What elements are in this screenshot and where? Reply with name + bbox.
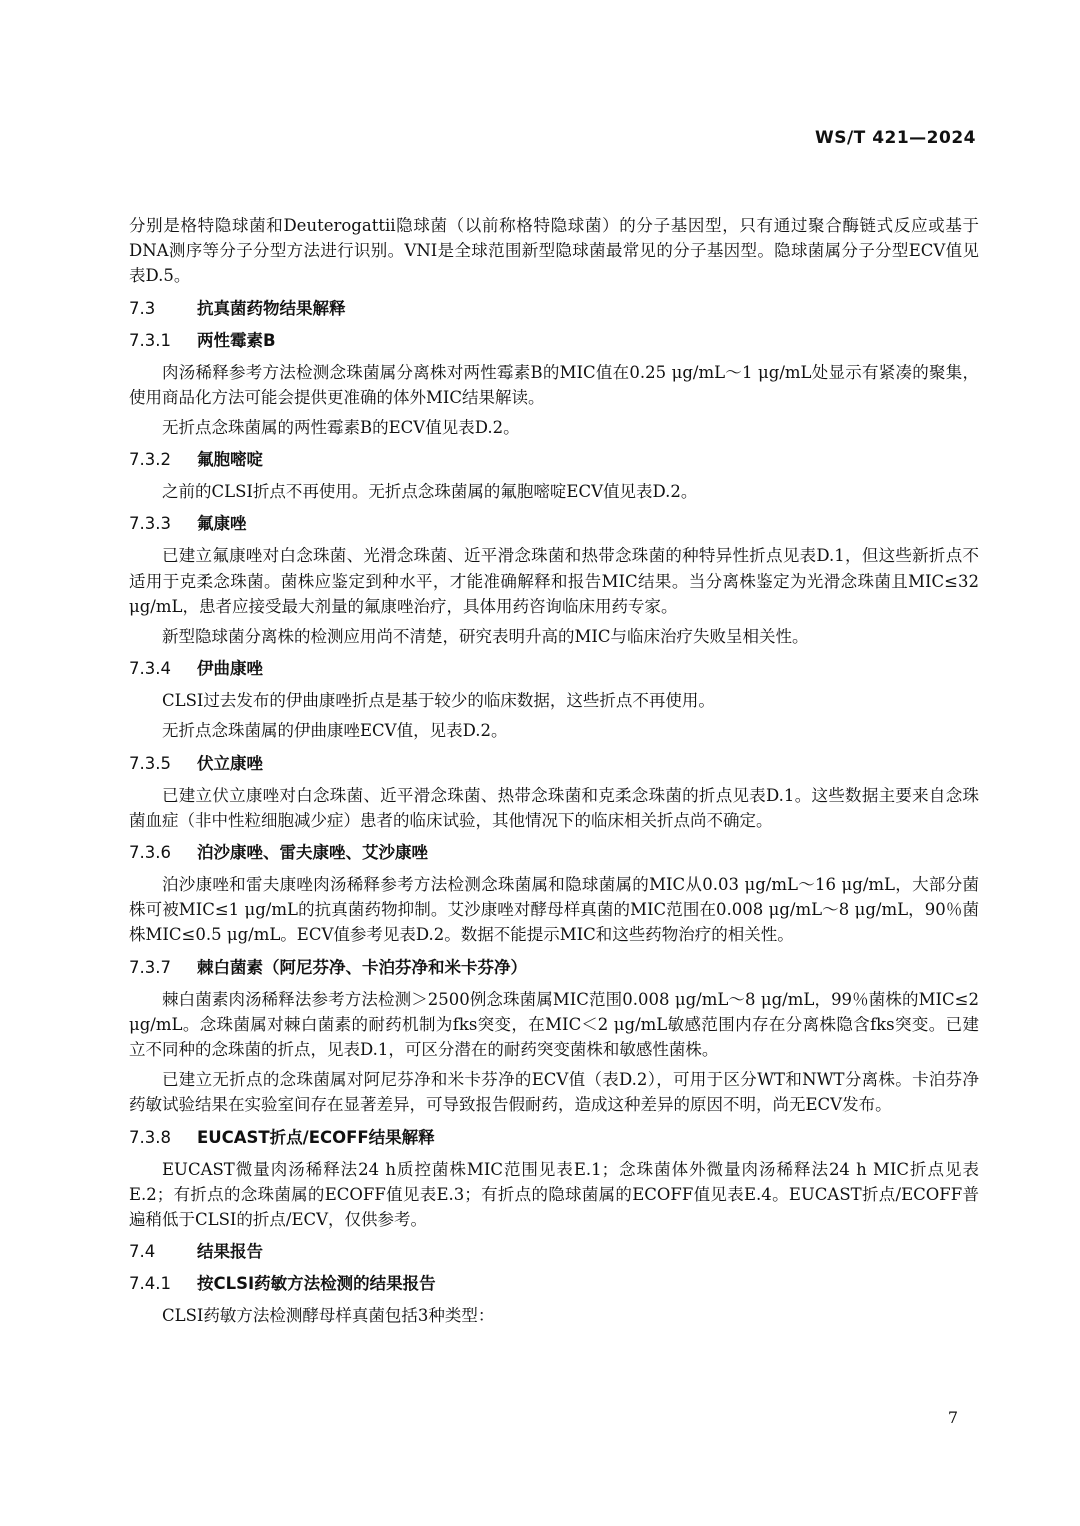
section-heading: [129, 656, 979, 681]
document-body: [129, 213, 979, 1333]
section-title: 按CLSI药敏方法检测的结果报告: [197, 1274, 436, 1294]
body-paragraph: EUCAST微量肉汤稀释法24 h质控菌株MIC范围见表E.1；念珠菌体外微量肉汤稀释法24 h MIC折点见表E.2；有折点的念珠菌属的ECOFF值见表E.3；有折点的隐球菌属的ECOFF值见表E.4。EUCAST折点/ECOFF普遍稍低于CLSI的折点/ECV，仅供参考。: [129, 1159, 979, 1230]
section-number: 7.3.8: [129, 1127, 171, 1147]
body-paragraph: CLSI过去发布的伊曲康唑折点是基于较少的临床数据，这些折点不再使用。: [162, 691, 715, 711]
section-number: 7.3.6: [129, 843, 171, 863]
body-paragraph: 新型隐球菌分离株的检测应用尚不清楚，研究表明升高的MIC与临床治疗失败呈相关性。: [162, 627, 809, 647]
section-number: 7.3.5: [129, 753, 171, 773]
section-number: 7.3.1: [129, 330, 171, 350]
section-number: 7.3.3: [129, 514, 171, 534]
page-number: 7: [947, 1408, 958, 1427]
section-title: 伏立康唑: [197, 753, 263, 773]
section-title: 结果报告: [197, 1242, 263, 1262]
section-title: 棘白菌素（阿尼芬净、卡泊芬净和米卡芬净）: [197, 957, 527, 977]
section-heading: [129, 328, 979, 353]
section-heading: [129, 296, 979, 321]
body-paragraph: 无折点念珠菌属的伊曲康唑ECV值，见表D.2。: [162, 721, 508, 741]
section-heading: [129, 840, 979, 865]
body-paragraph: 已建立伏立康唑对白念珠菌、近平滑念珠菌、热带念珠菌和克柔念珠菌的折点见表D.1。这些数据主要来自念珠菌血症（非中性粒细胞减少症）患者的临床试验，其他情况下的临床相关折点尚不确定。: [129, 785, 979, 830]
section-number: 7.3.7: [129, 957, 171, 977]
section-heading: [129, 1125, 979, 1150]
section-number: 7.4.1: [129, 1274, 171, 1294]
section-heading: [129, 447, 979, 472]
body-paragraph: 无折点念珠菌属的两性霉素B的ECV值见表D.2。: [162, 418, 520, 438]
section-number: 7.3.4: [129, 659, 171, 679]
body-paragraph: 之前的CLSI折点不再使用。无折点念珠菌属的氟胞嘧啶ECV值见表D.2。: [162, 482, 698, 502]
section-title: 伊曲康唑: [197, 659, 263, 679]
section-heading: [129, 955, 979, 980]
body-paragraph: CLSI药敏方法检测酵母样真菌包括3种类型：: [162, 1306, 495, 1326]
section-number: 7.4: [129, 1242, 156, 1262]
document-code: WS/T 421—2024: [814, 128, 976, 148]
section-title: 氟康唑: [197, 514, 247, 534]
body-paragraph: 分别是格特隐球菌和Deuterogattii隐球菌（以前称格特隐球菌）的分子基因型，只有通过聚合酶链式反应或基于DNA测序等分子分型方法进行识别。VNI是全球范围新型隐球菌最常见的分子基因型。隐球菌属分子分型ECV值见表D.5。: [129, 216, 979, 286]
section-title: 泊沙康唑、雷夫康唑、艾沙康唑: [197, 843, 428, 863]
body-paragraph: 泊沙康唑和雷夫康唑肉汤稀释参考方法检测念珠菌属和隐球菌属的MIC从0.03 μg/mL～16 μg/mL，大部分菌株可被MIC≤1 μg/mL的抗真菌药物抑制。艾沙康唑对酵母样真菌的MIC范围在0.008 μg/mL～8 μg/mL，90％菌株MIC≤0.5 μg/mL。ECV值参考见表D.2。数据不能提示MIC和这些药物治疗的相关性。: [129, 875, 979, 945]
body-paragraph: 已建立无折点的念珠菌属对阿尼芬净和米卡芬净的ECV值（表D.2），可用于区分WT和NWT分离株。卡泊芬净药敏试验结果在实验室间存在显著差异，可导致报告假耐药，造成这种差异的原因不明，尚无ECV发布。: [129, 1070, 979, 1115]
body-paragraph: 肉汤稀释参考方法检测念珠菌属分离株对两性霉素B的MIC值在0.25 μg/mL～1 μg/mL处显示有紧凑的聚集，使用商品化方法可能会提供更准确的体外MIC结果解读。: [129, 362, 979, 407]
section-heading: [129, 751, 979, 776]
section-title: EUCAST折点/ECOFF结果解释: [197, 1127, 435, 1147]
section-title: 氟胞嘧啶: [197, 450, 263, 470]
section-title: 两性霉素B: [197, 330, 276, 350]
section-number: 7.3: [129, 298, 156, 318]
section-heading: [129, 1271, 979, 1296]
section-title: 抗真菌药物结果解释: [197, 298, 346, 318]
body-paragraph: 已建立氟康唑对白念珠菌、光滑念珠菌、近平滑念珠菌和热带念珠菌的种特异性折点见表D.1，但这些新折点不适用于克柔念珠菌。菌株应鉴定到种水平，才能准确解释和报告MIC结果。当分离株鉴定为光滑念珠菌且MIC≤32 μg/mL，患者应接受最大剂量的氟康唑治疗，具体用药咨询临床用药专家。: [129, 546, 979, 616]
section-heading: [129, 511, 979, 536]
body-paragraph: 棘白菌素肉汤稀释法参考方法检测＞2500例念珠菌属MIC范围0.008 μg/mL～8 μg/mL，99％菌株的MIC≤2 μg/mL。念珠菌属对棘白菌素的耐药机制为fks突变，在MIC＜2 μg/mL敏感范围内存在分离株隐含fks突变。已建立不同种的念珠菌的折点，见表D.1，可区分潜在的耐药突变菌株和敏感性菌株。: [129, 989, 979, 1060]
section-number: 7.3.2: [129, 450, 171, 470]
section-heading: [129, 1239, 979, 1264]
